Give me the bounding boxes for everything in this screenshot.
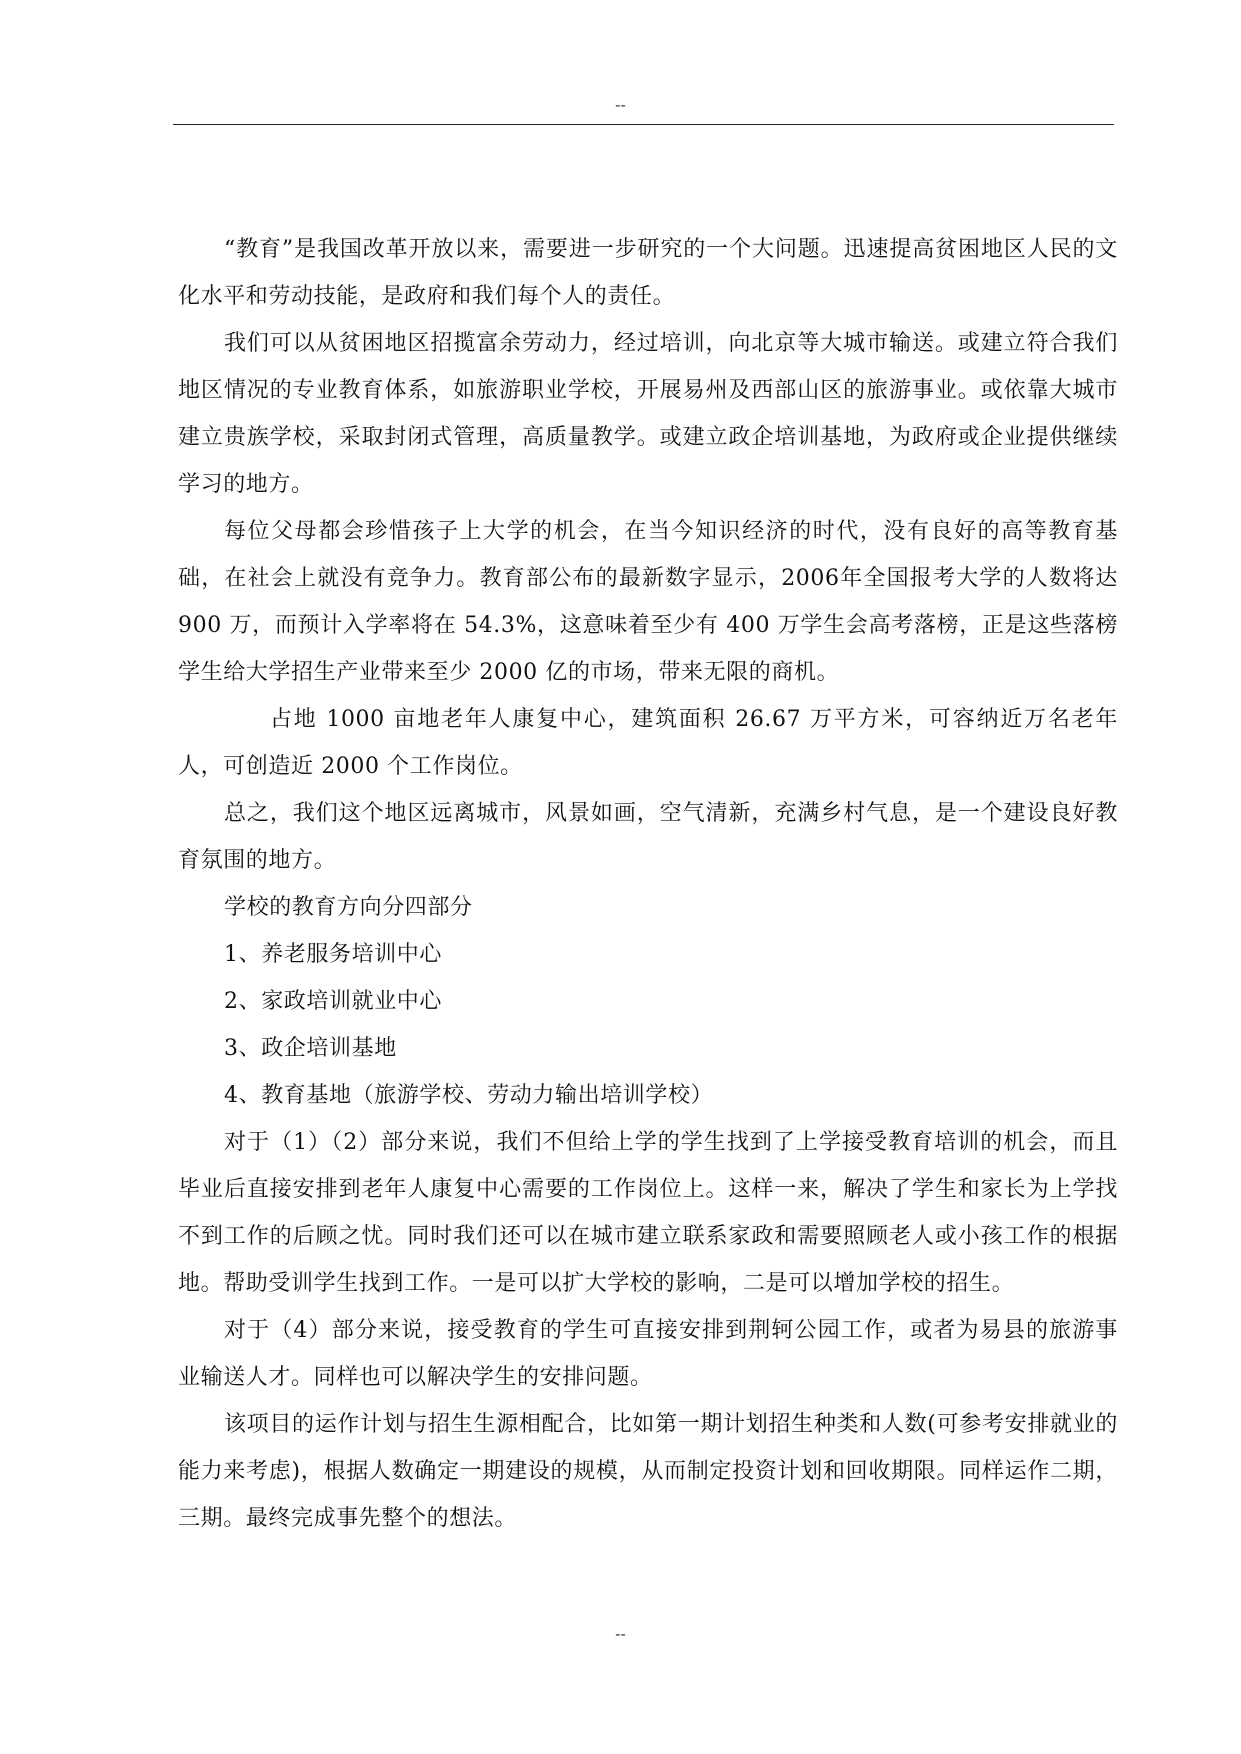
paragraph-part-4: 对于（4）部分来说，接受教育的学生可直接安排到荆轲公园工作，或者为易县的旅游事业输送人才。同样也可以解决学生的安排问题。	[178, 1318, 1118, 1390]
page-footer-mark: --	[615, 1626, 626, 1643]
paragraph-summary: 总之，我们这个地区远离城市，风景如画，空气清新，充满乡村气息，是一个建设良好教育氛围的地方。	[178, 801, 1118, 873]
paragraph-rehab-center: 占地 1000 亩地老年人康复中心，建筑面积 26.67 万平方米，可容纳近万名老年人，可创造近 2000 个工作岗位。	[178, 707, 1118, 779]
list-item-elderly-care: 1、养老服务培训中心	[224, 942, 442, 967]
paragraph-university-market: 每位父母都会珍惜孩子上大学的机会，在当今知识经济的时代，没有良好的高等教育基础，在社会上就没有竞争力。教育部公布的最新数字显示，2006年全国报考大学的人数将达 900 万，而预计入学率将在 54.3%，这意味着至少有 400 万学生会高考落榜，正是这些落榜学生给大学招生产业带来至少 2000 亿的市场，带来无限的商机。	[178, 519, 1118, 685]
list-item-housekeeping: 2、家政培训就业中心	[224, 989, 442, 1014]
header-divider	[173, 124, 1114, 125]
paragraph-operation-plan: 该项目的运作计划与招生生源相配合，比如第一期计划招生种类和人数(可参考安排就业的能力来考虑)，根据人数确定一期建设的规模，从而制定投资计划和回收期限。同样运作二期，三期。最终完成事先整个的想法。	[178, 1412, 1118, 1531]
list-item-enterprise-training: 3、政企培训基地	[224, 1036, 397, 1061]
page-header-mark: --	[615, 97, 626, 114]
document-body	[178, 226, 1118, 1542]
paragraph-parts-1-2: 对于（1）（2）部分来说，我们不但给上学的学生找到了上学接受教育培训的机会，而且毕业后直接安排到老年人康复中心需要的工作岗位上。这样一来，解决了学生和家长为上学找不到工作的后顾之忧。同时我们还可以在城市建立联系家政和需要照顾老人或小孩工作的根据地。帮助受训学生找到工作。一是可以扩大学校的影响，二是可以增加学校的招生。	[178, 1130, 1118, 1296]
paragraph-directions-heading: 学校的教育方向分四部分	[224, 895, 473, 920]
paragraph-education-intro: “教育”是我国改革开放以来，需要进一步研究的一个大问题。迅速提高贫困地区人民的文化水平和劳动技能，是政府和我们每个人的责任。	[178, 237, 1118, 309]
paragraph-labor-training: 我们可以从贫困地区招揽富余劳动力，经过培训，向北京等大城市输送。或建立符合我们地区情况的专业教育体系，如旅游职业学校，开展易州及西部山区的旅游事业。或依靠大城市建立贵族学校，采取封闭式管理，高质量教学。或建立政企培训基地，为政府或企业提供继续学习的地方。	[178, 331, 1118, 497]
list-item-education-base: 4、教育基地（旅游学校、劳动力输出培训学校）	[224, 1083, 714, 1108]
